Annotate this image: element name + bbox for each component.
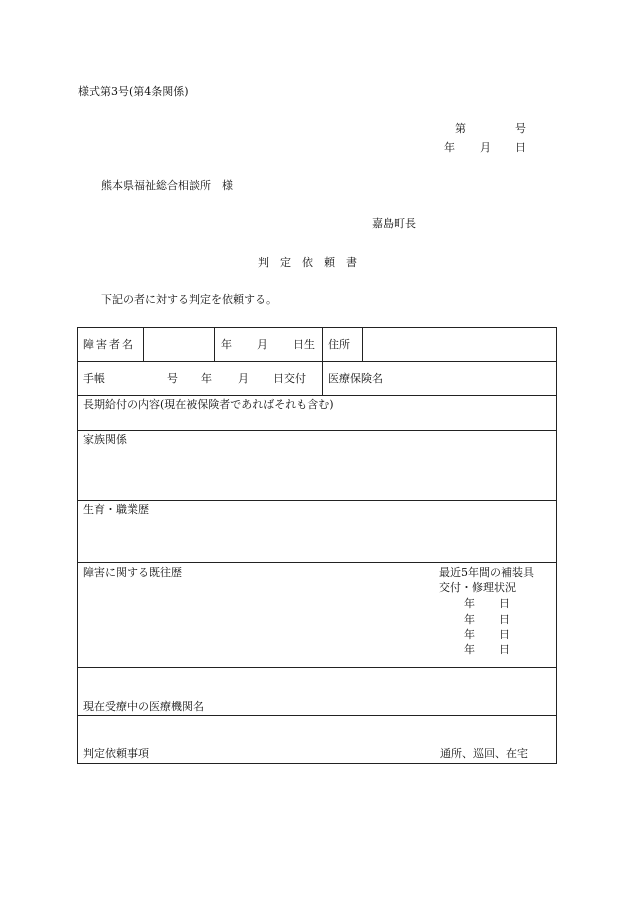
device-date-1-day: 日 bbox=[499, 597, 510, 610]
birth-month-label: 月 bbox=[257, 338, 268, 351]
form-number: 様式第3号(第4条関係) bbox=[78, 85, 189, 98]
issue-month-label: 月 bbox=[238, 372, 249, 385]
medical-insurance-label: 医療保険名 bbox=[328, 372, 383, 385]
addressee: 熊本県福祉総合相談所 様 bbox=[101, 179, 233, 192]
device-date-2-year: 年 bbox=[464, 613, 475, 626]
doc-number-go: 号 bbox=[515, 122, 526, 135]
medical-history-label: 障害に関する既往歴 bbox=[83, 566, 182, 579]
handbook-label: 手帳 bbox=[83, 372, 105, 385]
address-label: 住所 bbox=[328, 338, 350, 351]
devices-subtitle: 交付・修理状況 bbox=[439, 581, 516, 594]
handbook-number-label: 号 bbox=[167, 372, 178, 385]
disabled-person-name-label: 障害者名 bbox=[83, 338, 135, 351]
device-date-3-day: 日 bbox=[499, 628, 510, 641]
birth-day-label: 日生 bbox=[293, 338, 315, 351]
family-relations-label: 家族関係 bbox=[83, 433, 127, 446]
upbringing-career-label: 生育・職業歴 bbox=[83, 503, 149, 516]
date-year: 年 bbox=[444, 141, 455, 154]
current-institution-label: 現在受療中の医療機関名 bbox=[83, 700, 204, 713]
device-date-4-day: 日 bbox=[499, 643, 510, 656]
sender: 嘉島町長 bbox=[372, 217, 416, 230]
date-day: 日 bbox=[515, 141, 526, 154]
birth-year-label: 年 bbox=[221, 338, 232, 351]
device-date-4-year: 年 bbox=[464, 643, 475, 656]
devices-title: 最近5年間の補装具 bbox=[439, 566, 534, 579]
page-title: 判 定 依 頼 書 bbox=[258, 256, 357, 269]
device-date-2-day: 日 bbox=[499, 613, 510, 626]
issue-year-label: 年 bbox=[201, 372, 212, 385]
issue-day-label: 日交付 bbox=[273, 372, 306, 385]
request-options: 通所、巡回、在宅 bbox=[440, 747, 528, 760]
device-date-3-year: 年 bbox=[464, 628, 475, 641]
request-items-label: 判定依頼事項 bbox=[83, 747, 149, 760]
doc-number-dai: 第 bbox=[455, 122, 466, 135]
long-term-benefit-label: 長期給付の内容(現在被保険者であればそれも含む) bbox=[83, 398, 334, 411]
date-month: 月 bbox=[480, 141, 491, 154]
device-date-1-year: 年 bbox=[464, 597, 475, 610]
intro-text: 下記の者に対する判定を依頼する。 bbox=[101, 293, 277, 306]
